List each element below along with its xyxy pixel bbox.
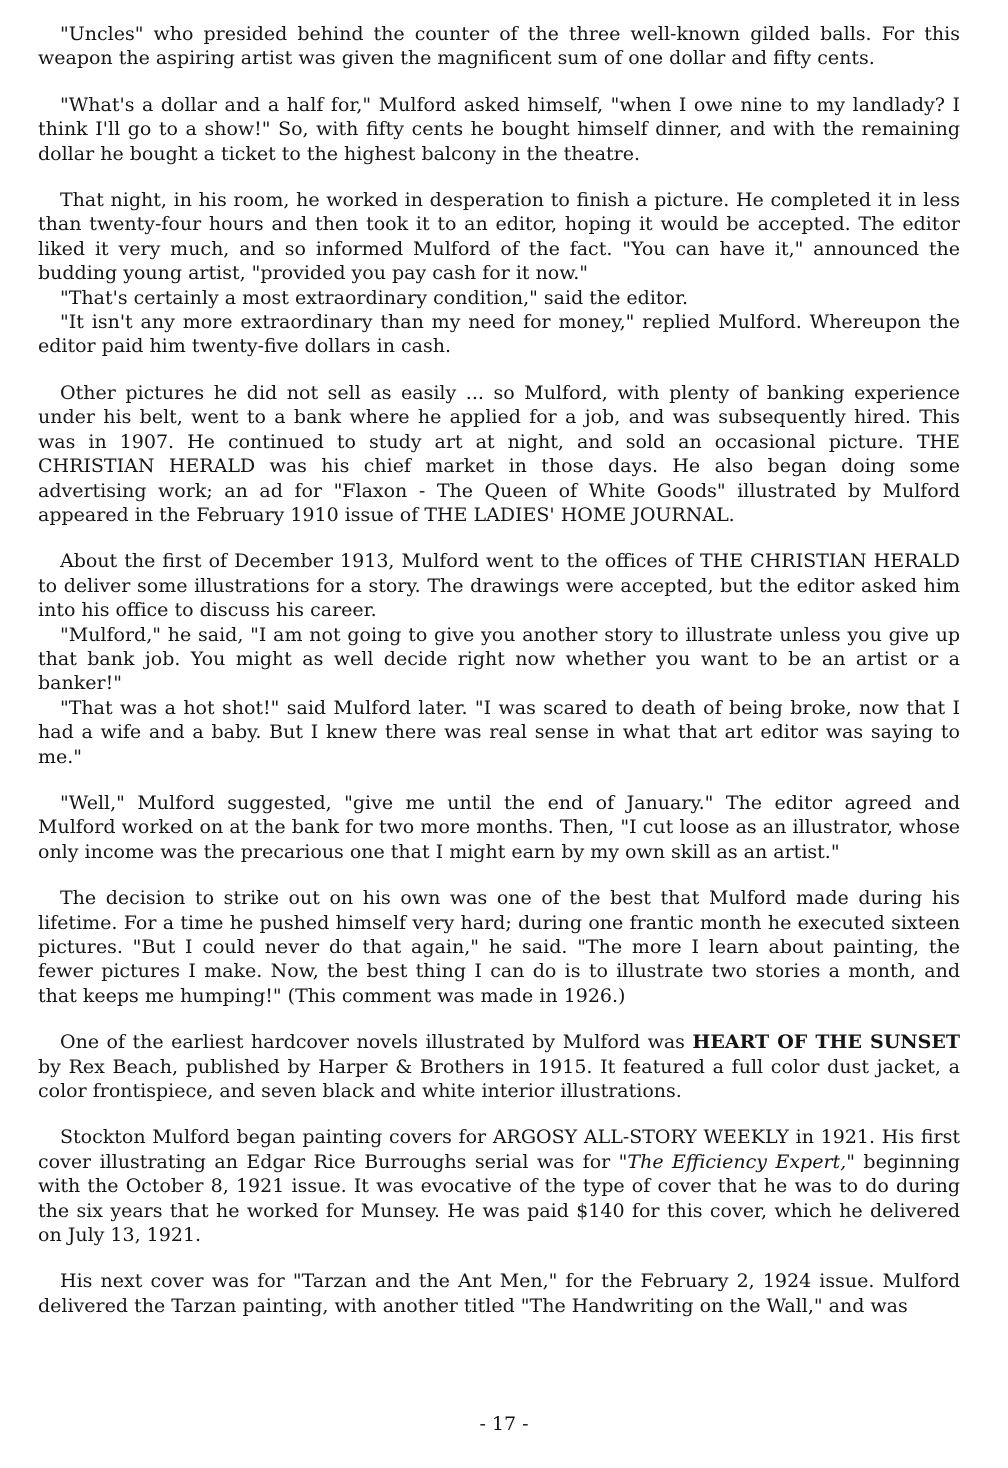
paragraph-end-of-january: "Well," Mulford suggested, "give me until the end of January." The editor agreed and Mulford worked on at the bank for two more months. Then, "I cut loose as an illustrator, whose only income was the precarious one that I might earn by my own skill as an artist." (38, 791, 960, 863)
paragraph-december-1913: About the first of December 1913, Mulford went to the offices of THE CHRISTIAN HERALD to deliver some illustrations for a story. The drawings were accepted, but the editor asked him into his office to discuss his career. (38, 550, 960, 622)
serial-title-emphasis: "The Efficiency Expert," (618, 1150, 855, 1173)
paragraph-that-night: That night, in his room, he worked in desperation to finish a picture. He completed it in less than twenty-four hours and then took it to an editor, hoping it would be accepted. The editor liked it very much, and so informed Mulford of the fact. "You can have it," announced the budding young artist, "provided you pay cash for it now." (38, 189, 960, 285)
paragraph-heart-of-the-sunset (38, 1030, 960, 1103)
paragraph-next-cover: His next cover was for "Tarzan and the Ant Men," for the February 2, 1924 issue. Mulford delivered the Tarzan painting, with another titled "The Handwriting on the Wall," and was (38, 1270, 960, 1317)
paragraph-need-for-money: "It isn't any more extraordinary than my need for money," replied Mulford. Whereupon the editor paid him twenty-five dollars in cash. (38, 311, 960, 358)
paragraph-hot-shot: "That was a hot shot!" said Mulford later. "I was scared to death of being broke, now that I had a wife and a baby. But I knew there was real sense in what that art editor was saying to me." (38, 696, 960, 768)
paragraph-bank-job: Other pictures he did not sell as easily ... so Mulford, with plenty of banking experience under his belt, went to a bank where he applied for a job, and was subsequently hired. This was in 1907. He continued to study art at night, and sold an occasional picture. THE CHRISTIAN HERALD was his chief market in those days. He also began doing some advertising work; an ad for "Flaxon - The Queen of White Goods" illustrated by Mulford appeared in the February 1910 issue of THE LADIES' HOME JOURNAL. (38, 381, 960, 526)
paragraph-text-before: One of the earliest hardcover novels illustrated by Mulford was (60, 1031, 693, 1054)
paragraph-text-after: by Rex Beach, published by Harper & Brothers in 1915. It featured a full color dust jacket, a color frontispiece, and seven black and white interior illustrations. (38, 1055, 960, 1103)
paragraph-text-after: beginning with the October 8, 1921 issue. It was evocative of the type of cover that he was to do during the six years that he worked for Munsey. He was paid $140 for this cover, which he delivered on July 13, 1921. (38, 1150, 961, 1247)
paragraph-dollar-and-a-half: "What's a dollar and a half for," Mulford asked himself, "when I owe nine to my landlady? I think I'll go to a show!" So, with fifty cents he bought himself dinner, and with the remaining dollar he bought a ticket to the highest balcony in the theatre. (38, 93, 960, 165)
paragraph-text-before: Stockton Mulford began painting covers for ARGOSY ALL-STORY WEEKLY in 1921. His first cover illustrating an Edgar Rice Burroughs serial was for (38, 1126, 960, 1173)
page-number: - 17 - (479, 1413, 529, 1435)
body-text (38, 22, 960, 1318)
paragraph-decision: The decision to strike out on his own was one of the best that Mulford made during his lifetime. For a time he pushed himself very hard; during one frantic month he executed sixteen pictures. "But I could never do that again," he said. "The more I learn about painting, the fewer pictures I make. Now, the best thing I can do is to illustrate two stories a month, and that keeps me humping!" (This comment was made in 1926.) (38, 887, 960, 1007)
paragraph-extraordinary-condition: "That's certainly a most extraordinary condition," said the editor. (60, 286, 689, 309)
paragraph-argosy-covers (38, 1125, 960, 1247)
paragraph-give-up-bank: "Mulford," he said, "I am not going to give you another story to illustrate unless you give up that bank job. You might as well decide right now whether you want to be an artist or a banker!" (38, 623, 960, 695)
book-title-emphasis: HEART OF THE SUNSET (692, 1031, 960, 1054)
paragraph-uncles: "Uncles" who presided behind the counter of the three well-known gilded balls. For this weapon the aspiring artist was given the magnificent sum of one dollar and fifty cents. (38, 23, 960, 70)
